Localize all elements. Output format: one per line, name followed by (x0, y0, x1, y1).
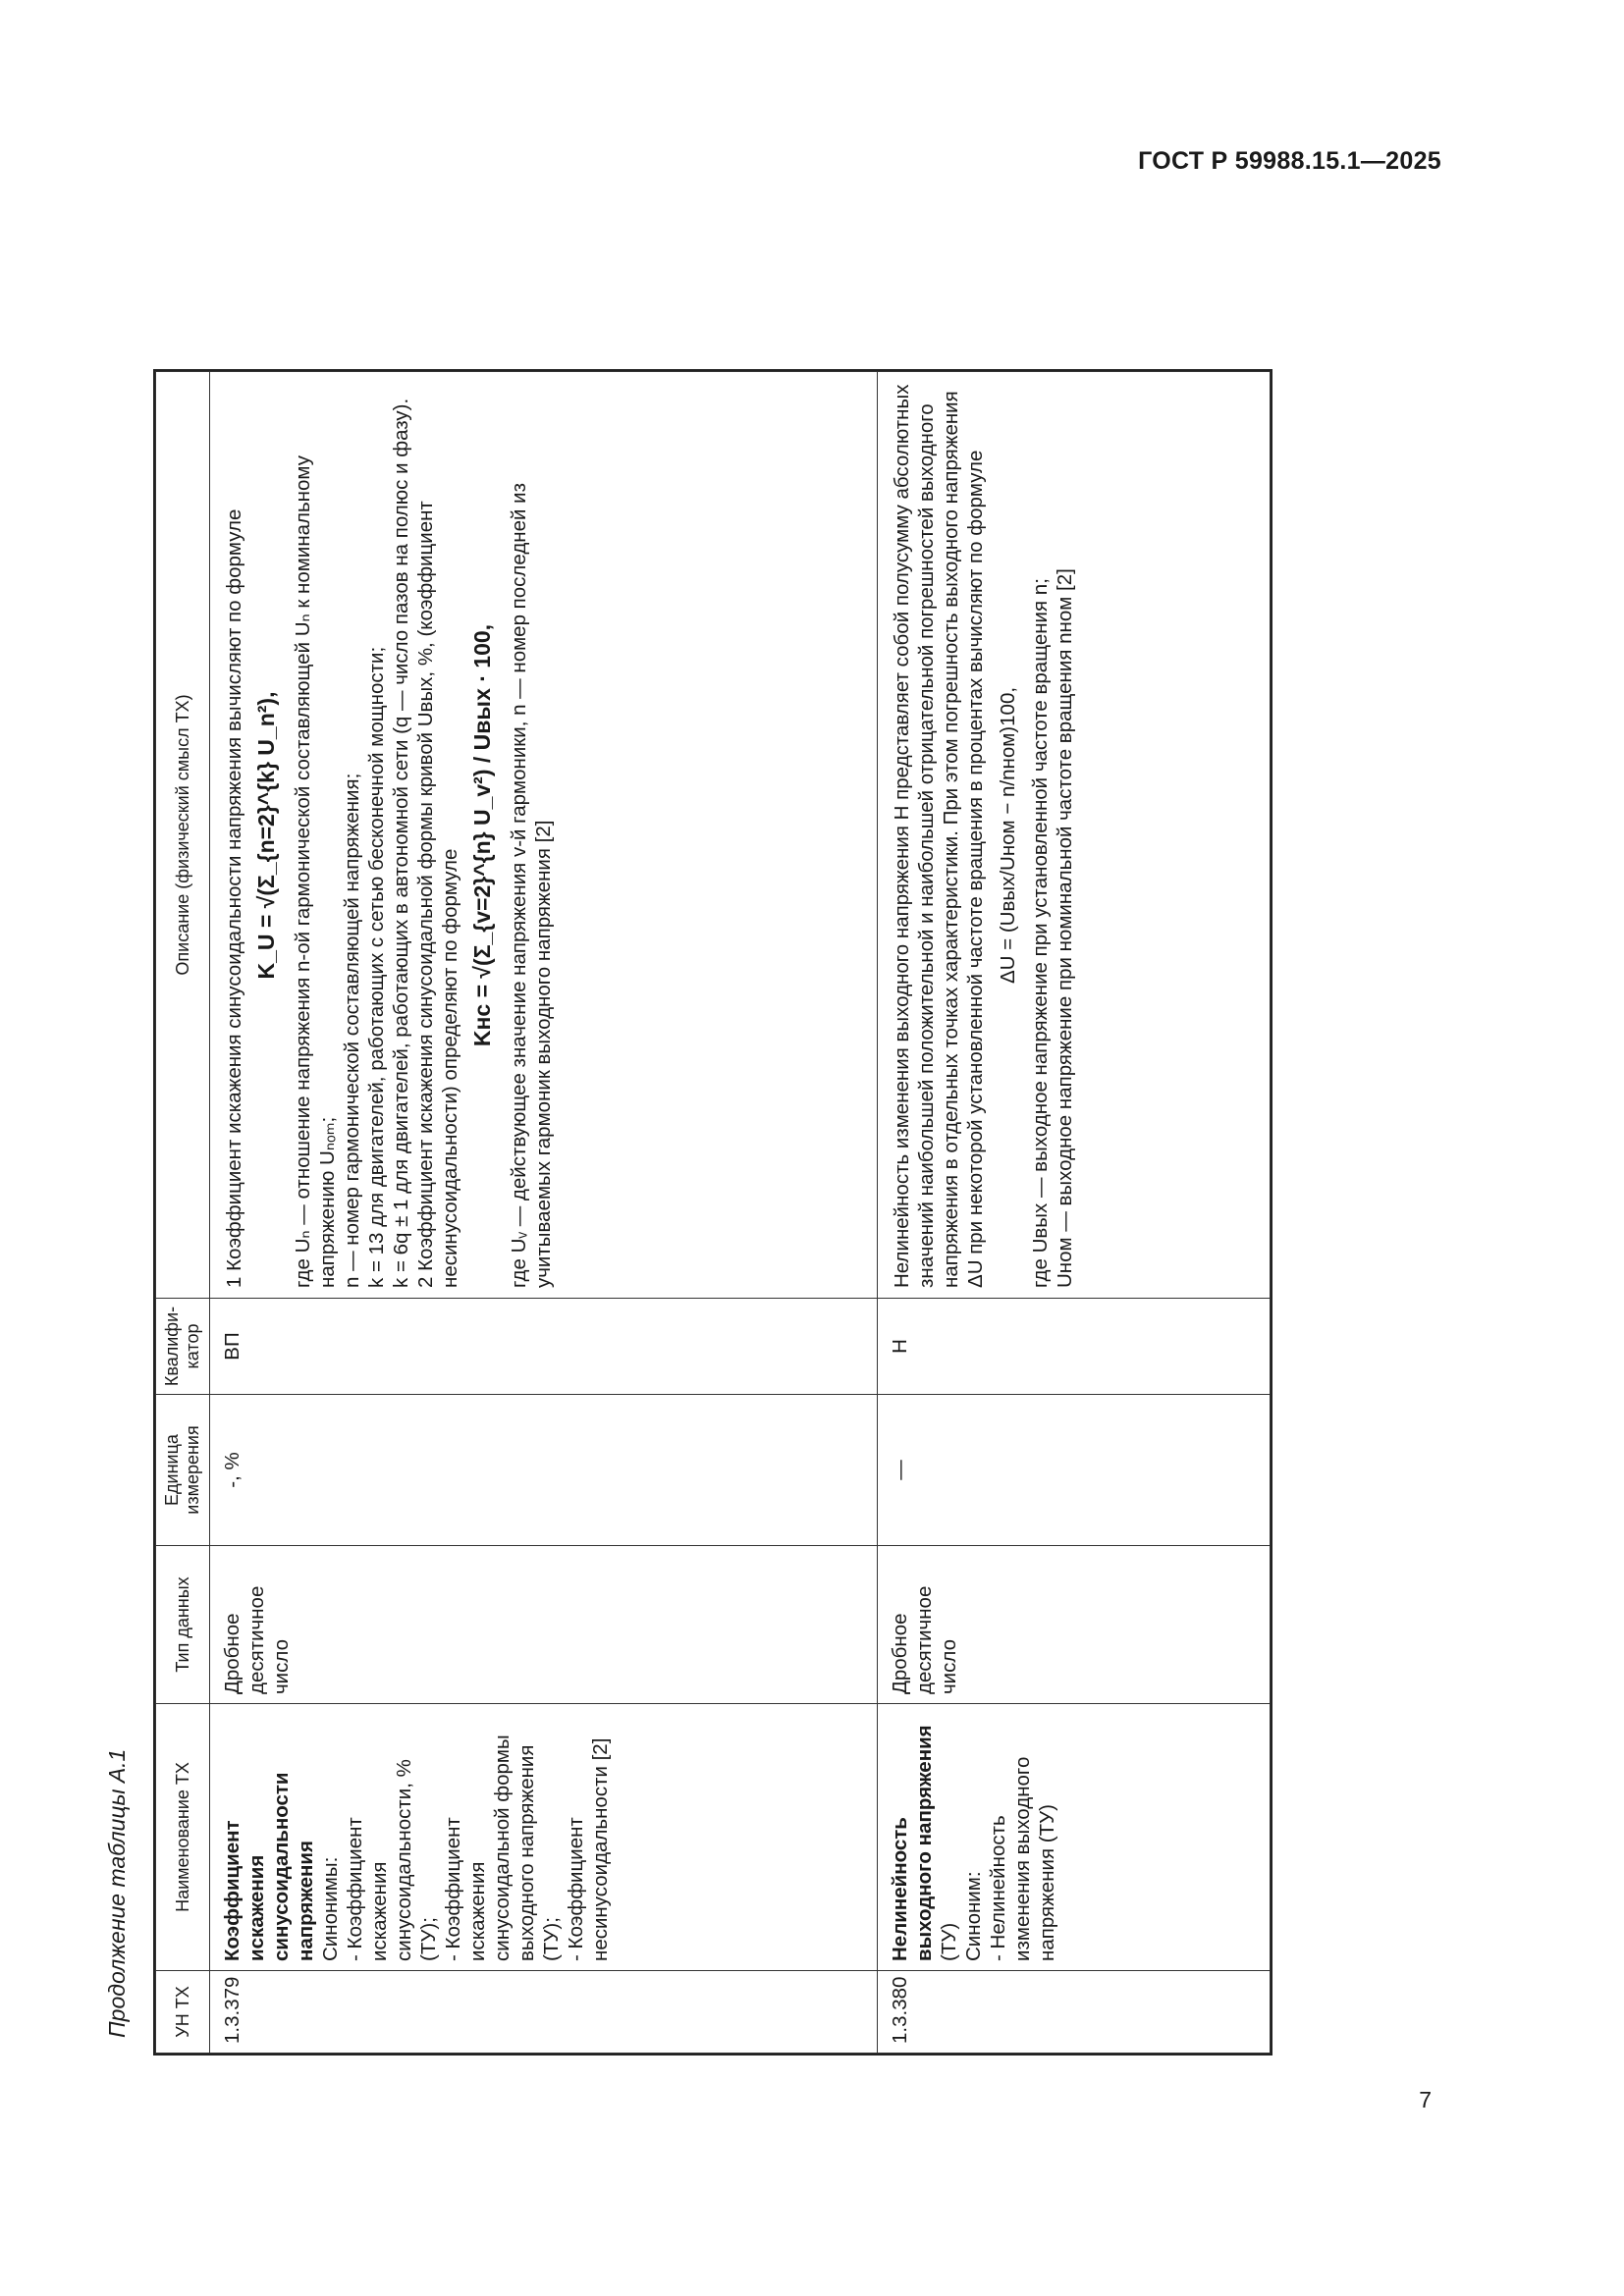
formula-where: где Uвых — выходное напряжение при установленной частоте вращения n; (1029, 578, 1052, 1288)
row-title-suffix: (ТУ) (938, 1922, 960, 1961)
header-description: Описание (физический смысл ТХ) (156, 372, 210, 1299)
row-description (878, 372, 1271, 1299)
header-qualifier: Квалифи-катор (156, 1299, 210, 1395)
formula-ku: K_U = √(Σ_{n=2}^{k} U_n²), (253, 691, 279, 980)
rotated-page-content (0, 229, 1284, 2161)
header-type: Тип данных (156, 1546, 210, 1704)
synonym-item: - Коэффициент искажения синусоидальной формы выходного напряжения (ТУ); (442, 1735, 563, 1961)
row-qualifier: ВП (210, 1299, 878, 1395)
formula-knc: Kнс = √(Σ_{v=2}^{n} U_v²) / Uвых · 100, (469, 623, 495, 1047)
description-second: 2 Коэффициент искажения синусоидальной формы кривой Uвых, %, (коэффициент несинусоидальности) определяют по формуле (414, 501, 461, 1288)
page-number: 7 (1419, 2087, 1432, 2112)
synonyms-label: Синоним: (962, 1871, 985, 1961)
description-intro: Нелинейность изменения выходного напряжения Н представляет собой полусумму абсолютных значений наибольшей положительной и наибольшей отрицательной погрешностей выходного напряжения в отдельных точках характеристики. При этом погрешность выходного напряжения ΔU при некоторой установленной частоте вращения в процентах вычисляют по формуле (891, 384, 987, 1288)
header-id: УН ТХ (156, 1971, 210, 2054)
row-unit: -, % (210, 1395, 878, 1546)
header-name: Наименование ТХ (156, 1704, 210, 1971)
synonym-item: - Коэффициент искажения синусоидальности, % (ТУ); (344, 1759, 440, 1961)
row-name (210, 1704, 878, 1971)
row-id: 1.3.380 (878, 1971, 1271, 2054)
formula-where: где Uᵥ — действующее значение напряжения v-й гармоники, n — номер последней из учитываемых гармоник выходного напряжения [2] (508, 482, 555, 1288)
table-row (878, 372, 1271, 2054)
characteristics-table (153, 369, 1272, 2056)
formula-term: n — номер гармонической составляющей напряжения; (341, 773, 363, 1288)
row-unit: — (878, 1395, 1271, 1546)
formula-where: где Uₙ — отношение напряжения n-ой гармонической составляющей Uₙ к номинальному напряжению Uₙₒₘ; (292, 455, 339, 1288)
synonym-item: - Коэффициент несинусоидальности [2] (565, 1737, 612, 1961)
row-title: Коэффициент искажения синусоидальности напряжения (221, 1772, 317, 1961)
row-type: Дробное десятичное число (878, 1546, 1271, 1704)
row-qualifier: Н (878, 1299, 1271, 1395)
description-intro: 1 Коэффициент искажения синусоидальности напряжения вычисляют по формуле (223, 508, 245, 1288)
synonyms-label: Синонимы: (319, 1856, 342, 1961)
formula-term: k = 6q ± 1 для двигателей, работающих в автономной сети (q — число пазов на полюс и фазу). (390, 398, 412, 1288)
row-title: Нелинейность выходного напряжения (889, 1725, 936, 1961)
row-name (878, 1704, 1271, 1971)
formula-where: Uном — выходное напряжение при номинальной частоте вращения nном [2] (1054, 568, 1076, 1288)
row-id: 1.3.379 (210, 1971, 878, 2054)
table-caption: Продолжение таблицы А.1 (104, 1748, 130, 2038)
synonym-item: - Нелинейность изменения выходного напряжения (ТУ) (987, 1756, 1058, 1961)
table-row (210, 372, 878, 2054)
formula-term: k = 13 для двигателей, работающих с сетью бесконечной мощности; (365, 646, 388, 1288)
formula-delta-u: ΔU = (Uвых/Uном − n/nном)100, (997, 686, 1019, 985)
table-header-row (156, 372, 210, 2054)
row-type: Дробное десятичное число (210, 1546, 878, 1704)
document-header: ГОСТ Р 59988.15.1—2025 (1138, 147, 1441, 175)
row-description (210, 372, 878, 1299)
header-unit: Единица измерения (156, 1395, 210, 1546)
